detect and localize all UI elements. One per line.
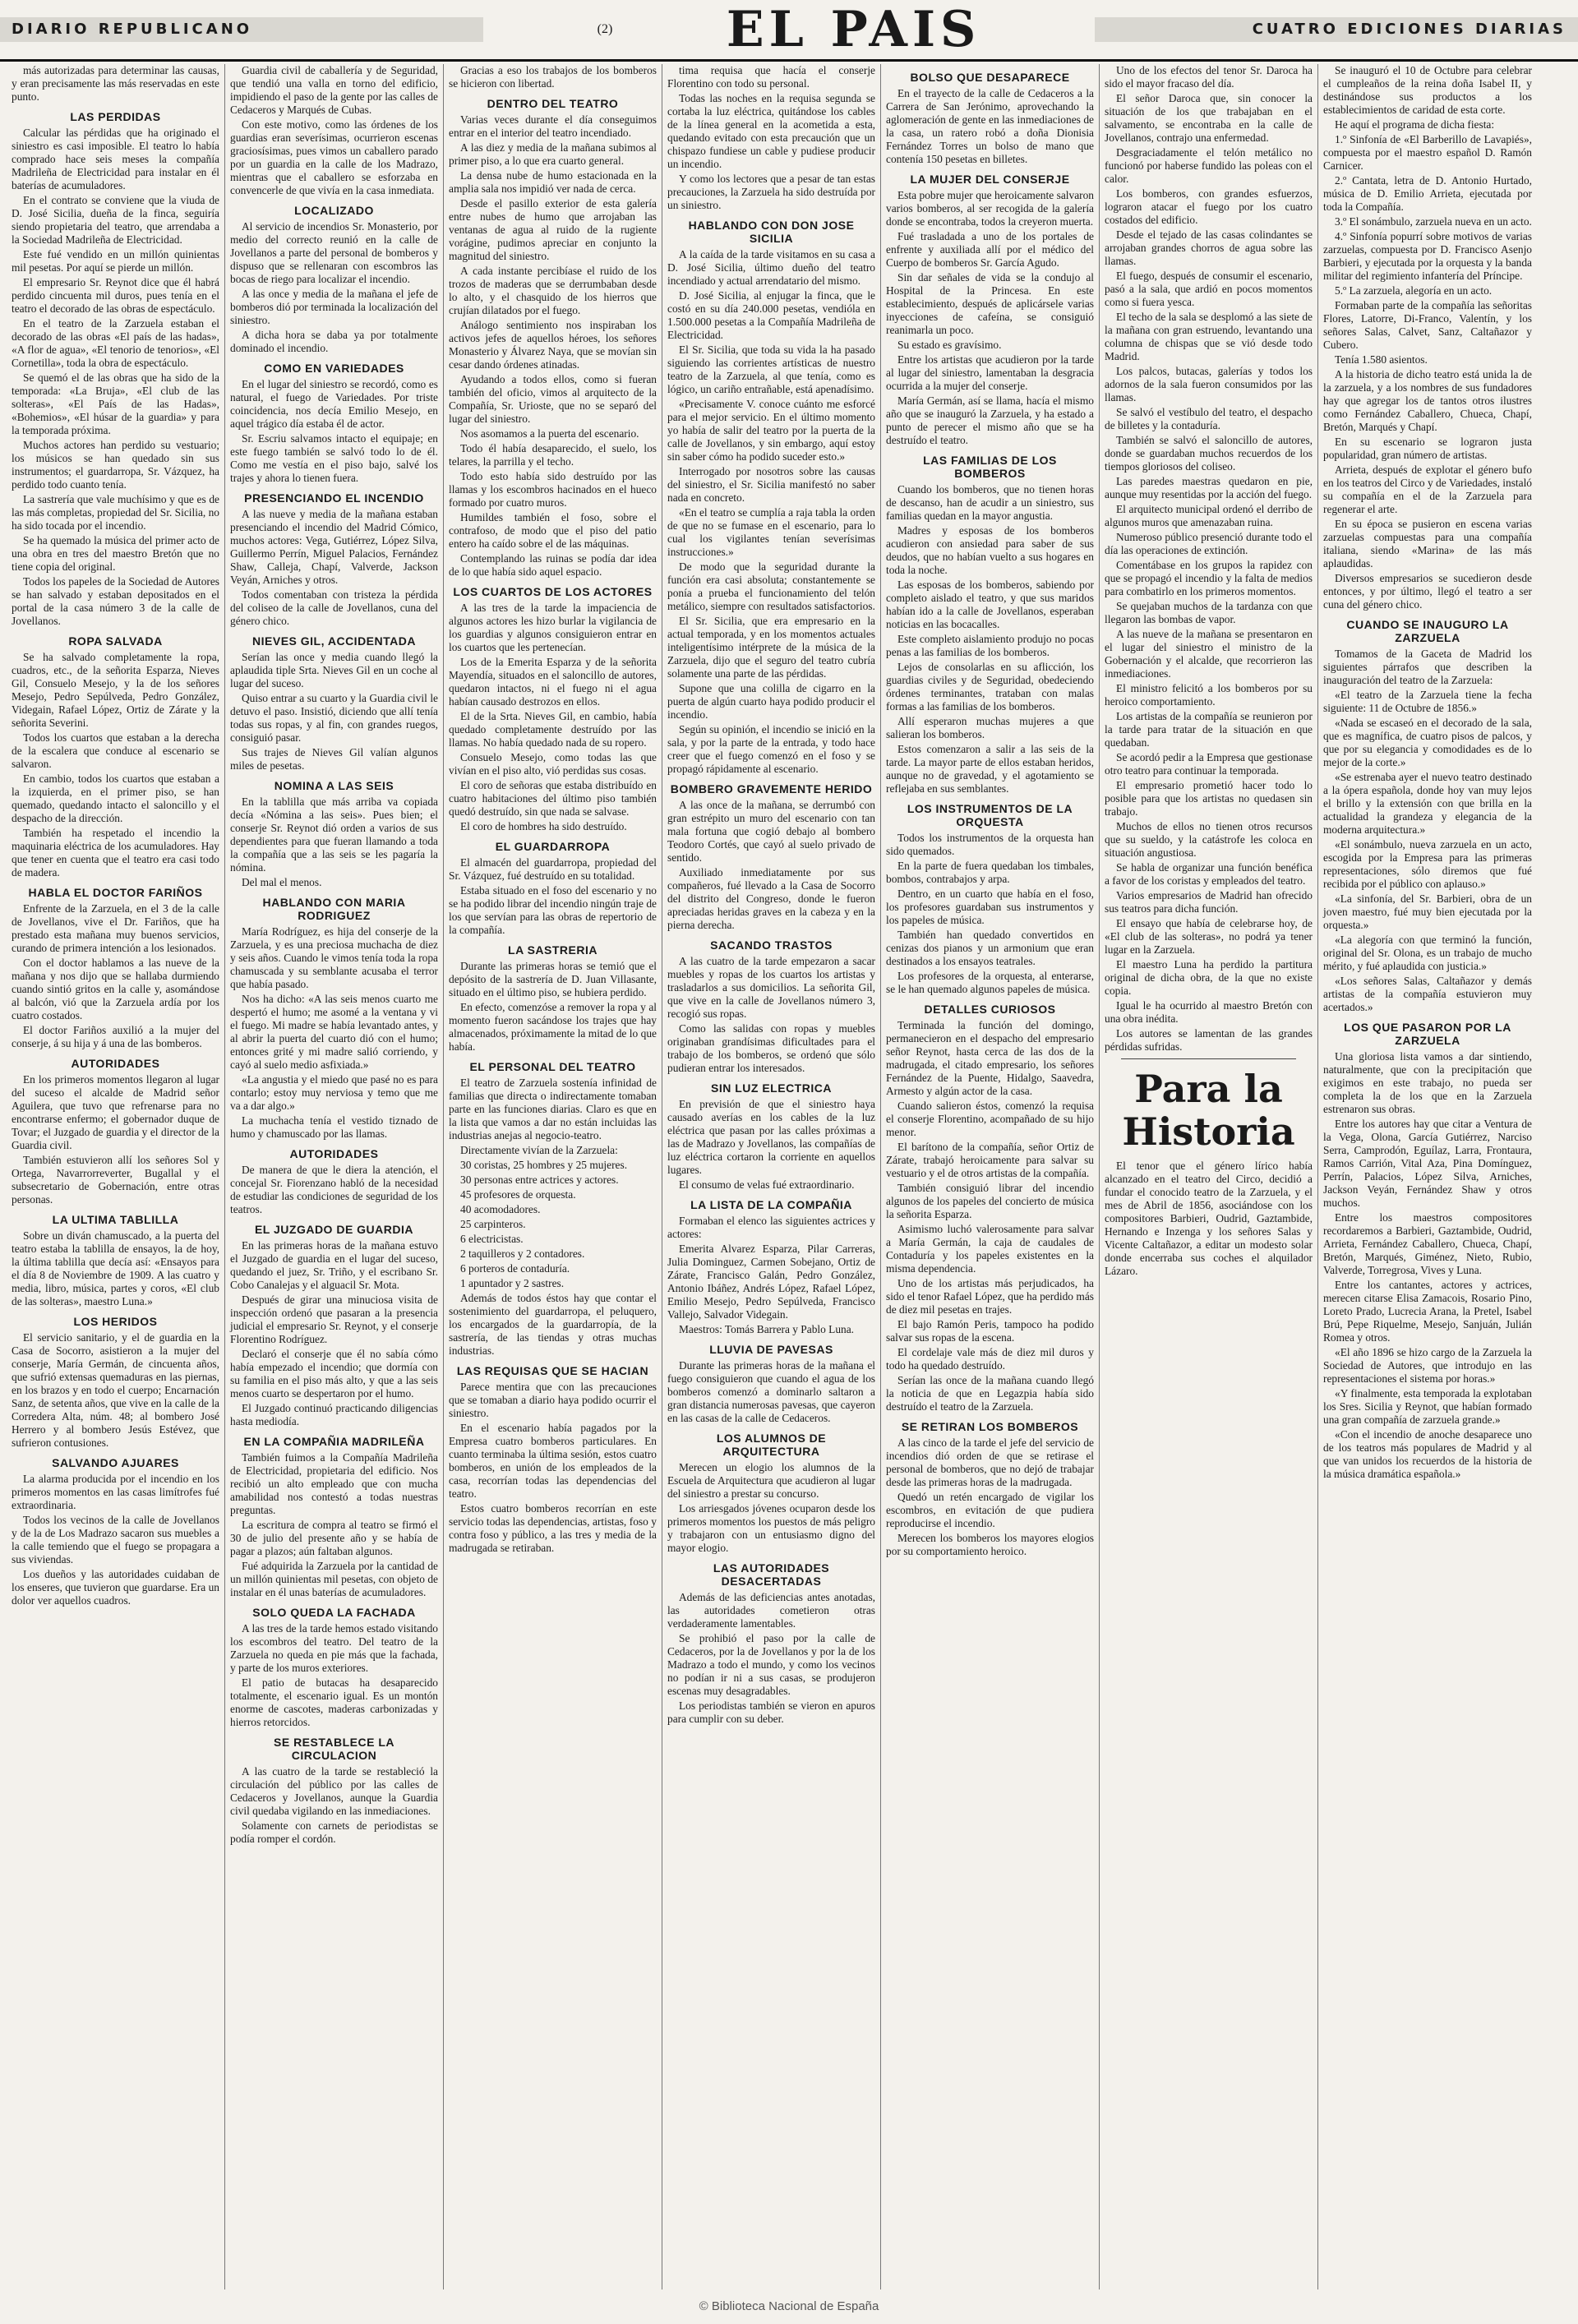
article-paragraph: A dicha hora se daba ya por totalmente dominado el incendio. <box>230 329 438 354</box>
section-heading: LAS PERDIDAS <box>70 110 161 123</box>
article-paragraph: Después de girar una minuciosa visita de inspección ordenó que pasaran a la presencia judicial el empresario Sr. Reynot, y el conserje Florentino Rodríguez. <box>230 1293 438 1345</box>
article-paragraph: El Sr. Sicilia, que toda su vida la ha pasado siguiendo las corrientes artísticas de nuestro teatro de la Zarzuela, al que tenía, como es lógico, un cariño entrañable, está apenadísimo. <box>667 344 875 395</box>
section-heading: SOLO QUEDA LA FACHADA <box>252 1606 416 1619</box>
article-paragraph: Se quemó el de las obras que ha sido de la temporada: «La Bruja», «El club de las solteras», «El País de las Hadas», «Bohemios», «El húsar de la guardia» y para la temporada próxima. <box>12 371 219 436</box>
article-paragraph: Fué trasladada a uno de los portales de enfrente y auxiliada allí por el médico del Cuerpo de bomberos Sr. García Agudo. <box>886 230 1094 269</box>
article-paragraph: El maestro Luna ha perdido la partitura original de dicha obra, de la que no existe copia. <box>1105 958 1313 997</box>
article-paragraph: También han quedado convertidos en cenizas dos pianos y un armonium que eran destinados a los ensayos teatrales. <box>886 929 1094 967</box>
article-paragraph: Sin dar señales de vida se la condujo al Hospital de la Princesa. En este establecimiento, después de aplicársele varias inyecciones de cafeína, se consiguió reanimarla un poco. <box>886 271 1094 336</box>
article-paragraph: Desde el tejado de las casas colindantes se arrojaban grandes chorros de agua sobre las llamas. <box>1105 228 1313 267</box>
section-heading: NIEVES GIL, ACCIDENTADA <box>252 634 416 648</box>
article-paragraph: El bajo Ramón Peris, tampoco ha podido salvar sus ropas de la escena. <box>886 1318 1094 1344</box>
article-paragraph: También ha respetado el incendio la maquinaria eléctrica de los acumuladores. Hay que tener en cuenta que el teatro era casi todo de madera. <box>12 827 219 878</box>
article-paragraph: Cuando salieron éstos, comenzó la requisa el conserje Florentino, acompañado de su hijo menor. <box>886 1100 1094 1138</box>
article-paragraph: A las once y media de la mañana el jefe de bomberos dió por terminada la localización del siniestro. <box>230 288 438 326</box>
article-paragraph: En cambio, todos los cuartos que estaban a la izquierda, en el primer piso, se han quemado, quedando intacto el saloncillo y el despacho de la dirección. <box>12 772 219 824</box>
article-paragraph: De modo que la seguridad durante la función era casi absoluta; constantemente se ponía a prueba el funcionamiento del telón metálico, siempre con resultados satisfactorios. <box>667 560 875 612</box>
article-paragraph: El ensayo que había de celebrarse hoy, de «El club de las solteras», no podrá ya tener lugar en la Zarzuela. <box>1105 917 1313 956</box>
article-paragraph: Los de la Emerita Esparza y de la señorita Mayendía, situados en el saloncillo de autores, quedaron intactos, ni el fuego ni el agua habían causado destrozos en ellos. <box>449 656 657 708</box>
section-heading: LA MUJER DEL CONSERJE <box>910 173 1070 186</box>
article-paragraph: El Juzgado continuó practicando diligencias hasta mediodía. <box>230 1402 438 1427</box>
article-paragraph: Este completo aislamiento produjo no pocas penas a las familias de los bomberos. <box>886 633 1094 658</box>
article-paragraph: Se salvó el vestíbulo del teatro, el despacho de billetes y la contaduría. <box>1105 406 1313 431</box>
article-paragraph: 2.º Cantata, letra de D. Antonio Hurtado, música de D. Emilio Arrieta, ejecutada por toda la Compañía. <box>1323 174 1532 213</box>
article-paragraph: Merecen los bomberos los mayores elogios por su comportamiento heroico. <box>886 1532 1094 1557</box>
article-paragraph: El teatro de Zarzuela sostenía infinidad de familias que directa o indirectamente tomaban parte en las funciones diarias. Claro es que en la lista que vamos a dar no están incluidas las industrias anejas al negocio-teatro. <box>449 1077 657 1141</box>
article-paragraph: «Nada se escaseó en el decorado de la sala, que es magnífica, de cuatro pisos de palcos, y que por su elegancia y comodidades es de lo mejor de la corte.» <box>1323 717 1532 768</box>
article-paragraph: Como las salidas con ropas y muebles originaban grandísimas dificultades para el trabajo de los bomberos, se ordenó que sólo pudieran entrar los interesados. <box>667 1022 875 1074</box>
section-heading: LOS INSTRUMENTOS DE LA ORQUESTA <box>907 802 1073 828</box>
section-heading: DENTRO DEL TEATRO <box>487 97 619 110</box>
section-heading: PRESENCIANDO EL INCENDIO <box>244 491 424 505</box>
library-credit: © Biblioteca Nacional de España <box>699 2299 879 2313</box>
article-paragraph: Arrieta, después de explotar el género bufo en los teatros del Circo y de Variedades, instaló su compañía en el de la Zarzuela para regenerar el arte. <box>1323 463 1532 515</box>
article-paragraph: Análogo sentimiento nos inspiraban los activos jefes de aquellos héroes, los señores Monasterio y Álvarez Naya, que se movían sin cesar dando órdenes atinadas. <box>449 319 657 371</box>
article-paragraph: «El sonámbulo, nueva zarzuela en un acto, escogida por la Empresa para las primeras representaciones, sólo diremos que fué recibida por el público con aplauso.» <box>1323 838 1532 890</box>
article-paragraph: Se inauguró el 10 de Octubre para celebrar el cumpleaños de la reina doña Isabel II, y destinándose sus productos a los establecimientos de caridad de esta corte. <box>1323 64 1532 116</box>
article-paragraph: El techo de la sala se desplomó a las siete de la mañana con gran estruendo, levantando una columna de chispas que se vió desde todo Madrid. <box>1105 311 1313 362</box>
article-paragraph: Sobre un diván chamuscado, a la puerta del teatro estaba la tablilla de ensayos, la de hoy, la última tablilla que decía así: «Ensayos para el día 8 de Noviembre de 1909. A las cuatro y media, libro, música, partes y coros, «El club de las solteras», maestro Luna.» <box>12 1229 219 1307</box>
article-paragraph: Los periodistas también se vieron en apuros para cumplir con su deber. <box>667 1699 875 1725</box>
article-paragraph: Humildes también el foso, sobre el contrafoso, de modo que el piso del patio entero ha caído sobre el de las máquinas. <box>449 511 657 550</box>
article-paragraph: Guardia civil de caballería y de Seguridad, que tendió una valla en torno del edificio, impidiendo el paso de la gente por las calles de Cedaceros y Marqués de Cubas. <box>230 64 438 116</box>
article-paragraph: Se prohibió el paso por la calle de Cedaceros, por la de Jovellanos y por la de los Madrazo a todo el mundo, y como los vecinos no podían ir ni a sus casas, se produjeron escenas muy desagradables. <box>667 1632 875 1697</box>
article-paragraph: «Precisamente V. conoce cuánto me esforcé para el mejor servicio. En el último momento yo había de salir del teatro por la puerta de la calle de Jovellanos, y sin embargo, aquí estoy sin saber cómo ha podido suceder esto.» <box>667 398 875 463</box>
article-paragraph: Esta pobre mujer que heroicamente salvaron varios bomberos, al ser recogida de la galería donde se encontraba, todos la creyeron muerta. <box>886 189 1094 228</box>
section-heading: LA SASTRERIA <box>508 943 598 957</box>
article-paragraph: Estos cuatro bomberos recorrían en este servicio todas las dependencias, artistas, foso y contra foso y público, a las tres y media de la madrugada se retiraban. <box>449 1502 657 1554</box>
section-heading: HABLANDO CON MARIA RODRIGUEZ <box>262 896 406 922</box>
article-paragraph: más autorizadas para determinar las causas, y eran precisamente las más reservadas en este punto. <box>12 64 219 103</box>
article-paragraph: A las cinco de la tarde el jefe del servicio de incendios dió orden de que se retirase el personal de bomberos, que no dejó de trabajar desde las primeras horas de la madrugada. <box>886 1436 1094 1488</box>
article-paragraph: 30 personas entre actrices y actores. <box>460 1174 619 1186</box>
section-heading: LAS FAMILIAS DE LOS BOMBEROS <box>923 454 1057 480</box>
article-paragraph: Sr. Escriu salvamos intacto el equipaje; en este fuego también se salvó todo lo de él. Como me vestía en el piso bajo, salvé los trajes y ahora lo tienen fuera. <box>230 432 438 484</box>
masthead-left-label: DIARIO REPUBLICANO <box>0 17 483 42</box>
section-heading: LOS ALUMNOS DE ARQUITECTURA <box>716 1432 827 1458</box>
article-paragraph: En el contrato se conviene que la viuda de D. José Sicilia, dueña de la finca, seguiría siendo propietaria del teatro, que arrendaba a la Sociedad Madrileña de Electricidad. <box>12 194 219 246</box>
section-heading: SE RETIRAN LOS BOMBEROS <box>901 1420 1079 1433</box>
article-paragraph: En la parte de fuera quedaban los timbales, bombos, contrabajos y arpa. <box>886 860 1094 885</box>
article-paragraph: Con el doctor hablamos a las nueve de la mañana y nos dijo que se hallaba durmiendo cuando sintió gritos en la calle y, asomándose al balcón, vió que la Zarzuela ardía por los cuatro costados. <box>12 957 219 1021</box>
article-paragraph: Calcular las pérdidas que ha originado el siniestro es casi imposible. El teatro lo había comprado hace seis meses la compañía Madrileña de Electricidad para instalar en él baterías de acumuladores. <box>12 127 219 191</box>
article-paragraph: El empresario prometió hacer todo lo posible para que los artistas no quedasen sin trabajo. <box>1105 779 1313 818</box>
article-paragraph: El fuego, después de consumir el escenario, pasó a la sala, que ardió en pocos momentos como si fuera yesca. <box>1105 270 1313 308</box>
article-paragraph: 4.º Sinfonía popurrí sobre motivos de varias zarzuelas, compuesta por D. Francisco Asenjo Barbieri, y ejecutada por la orquesta y la banda militar del regimiento infantería del Príncipe. <box>1323 230 1532 282</box>
article-paragraph: La alarma producida por el incendio en los primeros momentos en las casas limítrofes fué extraordinaria. <box>12 1473 219 1511</box>
article-paragraph: A la historia de dicho teatro está unida la de la zarzuela, y a los nombres de sus fundadores hay que agregar los de tantos otros ilustres como Fernández Caballero, Chueca, Chapí, Bretón, Marqués y Chapí. <box>1323 368 1532 433</box>
article-paragraph: En su época se pusieron en escena varias zarzuelas compuestas para una compañía italiana, siendo «Marina» de las más aplaudidas. <box>1323 518 1532 569</box>
article-paragraph: Uno de los efectos del tenor Sr. Daroca ha sido el mayor fracaso del día. <box>1105 64 1313 90</box>
article-paragraph: El coro de señoras que estaba distribuído en cuatro habitaciones del último piso también quedó destruído, sin que nada se salvase. <box>449 779 657 818</box>
article-paragraph: Ayudando a todos ellos, como si fueran también del oficio, vimos al arquitecto de la Compañía, Sr. Urioste, que no se separó del lugar del siniestro. <box>449 373 657 425</box>
section-heading: HABLANDO CON DON JOSE SICILIA <box>688 219 855 245</box>
article-paragraph: 2 taquilleros y 2 contadores. <box>460 1247 585 1260</box>
article-paragraph: Durante las primeras horas de la mañana el fuego consiguieron que cuando el agua de los bomberos comenzó a dominarlo saltaron a gran distancia numerosas pavesas, que cayeron en las casas de la calle de Cedaceros. <box>667 1359 875 1424</box>
article-paragraph: 1.º Sinfonía de «El Barberillo de Lavapiés», compuesta por el maestro español D. Ramón Carnicer. <box>1323 133 1532 172</box>
section-heading: HABLA EL DOCTOR FARIÑOS <box>28 886 203 899</box>
section-heading: AUTORIDADES <box>71 1057 160 1070</box>
article-paragraph: Los dueños y las autoridades cuidaban de los enseres, que tuvieron que guardarse. Era un dolor ver aquellos cuadros. <box>12 1568 219 1607</box>
article-paragraph: Nos ha dicho: «A las seis menos cuarto me despertó el humo; me asomé a la ventana y vi el fuego. Mi madre se había levantado antes, y al abrir la puerta del cuarto dió con el humo; entonces grité y mi madre salió corriendo, y cayó al suelo medio asfixiada.» <box>230 993 438 1071</box>
section-heading: EL JUZGADO DE GUARDIA <box>254 1223 414 1236</box>
masthead <box>0 0 1578 62</box>
article-paragraph: Se acordó pedir a la Empresa que gestionase otro teatro para continuar la temporada. <box>1105 751 1313 777</box>
article-paragraph: Entre los artistas que acudieron por la tarde al lugar del siniestro, lamentaban la desgracia ocurrida a la mujer del conserje. <box>886 353 1094 392</box>
article-paragraph: 3.º El sonámbulo, zarzuela nueva en un acto. <box>1335 215 1532 228</box>
article-paragraph: Desgraciadamente el telón metálico no funcionó por haberse fundido las poleas con el calor. <box>1105 146 1313 185</box>
newspaper-title: EL PAIS <box>726 1 981 58</box>
article-paragraph: Nos asomamos a la puerta del escenario. <box>460 427 639 440</box>
article-paragraph: En el teatro de la Zarzuela estaban el decorado de las obras «El país de las hadas», «A flor de agua», «El tenorio de tenorios», «El Cornetilla», toda la obra de espectáculo. <box>12 317 219 369</box>
article-paragraph: «En el teatro se cumplía a raja tabla la orden de que no se fumase en el escenario, para lo cual los vigilantes tenían severísimas instrucciones.» <box>667 506 875 558</box>
article-paragraph: La muchacha tenía el vestido tiznado de humo y chamuscado por las llamas. <box>230 1114 438 1140</box>
article-paragraph: Madres y esposas de los bomberos acudieron con ansiedad para saber de sus deudos, que no habían vuelto a sus hogares en toda la noche. <box>886 524 1094 576</box>
article-paragraph: Todos los instrumentos de la orquesta han sido quemados. <box>886 832 1094 857</box>
article-paragraph: A las once de la mañana, se derrumbó con gran estrépito un muro del escenario con tan mala fortuna que cogió debajo al bombero Teodoro Cortés, que cayó al suelo privado de sentido. <box>667 799 875 864</box>
article-paragraph: «Y finalmente, esta temporada la explotaban los Sres. Sicilia y Reynot, que habían formado una gran compañía de zarzuela grande.» <box>1323 1387 1532 1426</box>
article-paragraph: El coro de hombres ha sido destruído. <box>460 820 627 832</box>
article-paragraph: Varias veces durante el día conseguimos entrar en el interior del teatro incendiado. <box>449 113 657 139</box>
divider <box>1121 1058 1296 1059</box>
article-paragraph: Además de todos éstos hay que contar el sostenimiento del guardarropa, el peluquero, los encargados de la guardarropía, de la sastrería, de las tiendas y otras muchas industrias. <box>449 1292 657 1357</box>
article-paragraph: En su escenario se lograron justa popularidad, gran número de artistas. <box>1323 436 1532 461</box>
article-paragraph: También consiguió librar del incendio algunos de los papeles del concierto de música la señorita Esparza. <box>886 1182 1094 1220</box>
article-paragraph: Muchos de ellos no tienen otros recursos que su sueldo, y la catástrofe les coloca en situación angustiosa. <box>1105 820 1313 859</box>
article-paragraph: Con este motivo, como las órdenes de los guardias eran severísimas, ocurrieron escenas graciosísimas, pues vimos un caballero parado por un guardia en la calle de los Madrazo, mientras que el caballero se esforzaba en convencerle de que vivía en la casa inmediata. <box>230 118 438 196</box>
article-paragraph: El tenor que el género lírico había alcanzado en el teatro del Circo, decidió a fundar el conocido teatro de la Zarzuela, y el mes de Abril de 1856, asociándose con los compositores Barbieri, Oudrid, Gaztambide, Hernando e Inzenga y los señores Salas y Vicente Caltañazor, a editar un modesto solar donde encerraba sus coches el alquilador Lázaro. <box>1105 1160 1313 1277</box>
article-paragraph: A las nueve de la mañana se presentaron en el lugar del siniestro el ministro de la Gobernación y el alcalde, que recorrieron las inmediaciones. <box>1105 628 1313 680</box>
section-heading: SACANDO TRASTOS <box>710 938 833 952</box>
article-paragraph: En el trayecto de la calle de Cedaceros a la Carrera de San Jerónimo, aprovechando la aglomeración de gente en las inmediaciones de la casa, un ratero robó a doña Dionisia Fernández Torres un bolso de mano que contenía 150 pesetas en billetes. <box>886 87 1094 165</box>
article-paragraph: 5.º La zarzuela, alegoría en un acto. <box>1335 284 1493 297</box>
article-paragraph: Formaban el elenco las siguientes actrices y actores: <box>667 1215 875 1240</box>
article-paragraph: Este fué vendido en un millón quinientas mil pesetas. Por aquí se pierde un millón. <box>12 248 219 274</box>
article-paragraph: Terminada la función del domingo, permanecieron en el despacho del empresario señor Reynot, hasta cerca de las dos de la madrugada, el citado empresario, los señores Fernández de la Puente, Hidalgo, Saavedra, Armesto y algún actor de la casa. <box>886 1019 1094 1097</box>
article-paragraph: La escritura de compra al teatro se firmó el 30 de julio del presente año y se había de pagar a plazos; aún faltaban algunos. <box>230 1519 438 1557</box>
article-paragraph: Todos los papeles de la Sociedad de Autores se han salvado y estaban depositados en el portal de la casa número 3 de la calle de Jovellanos. <box>12 575 219 627</box>
article-paragraph: Muchos actores han perdido su vestuario; los músicos se han quedado sin sus instrumentos; el guardarropa, Sr. Vázquez, ha perdido todo cuanto tenía. <box>12 439 219 491</box>
section-heading: SIN LUZ ELECTRICA <box>711 1081 832 1095</box>
section-heading: DETALLES CURIOSOS <box>924 1003 1056 1016</box>
article-paragraph: Solamente con carnets de periodistas se podía romper el cordón. <box>230 1819 438 1845</box>
article-paragraph: Asimismo luchó valerosamente para salvar a María Germán, la caja de caudales de Contaduría y los papeles existentes en la misma dependencia. <box>886 1223 1094 1275</box>
article-paragraph: Serían las once y media cuando llegó la aplaudida tiple Srta. Nieves Gil en un coche al lugar del suceso. <box>230 651 438 689</box>
article-paragraph: A las tres de la tarde la impaciencia de algunos actores les hizo burlar la vigilancia de los guardias y algunos consiguieron entrar en los cuartos que les pertenecían. <box>449 602 657 653</box>
article-paragraph: A las diez y media de la mañana subimos al primer piso, a lo que era cuarto general. <box>449 141 657 167</box>
article-paragraph: El de la Srta. Nieves Gil, en cambio, había quedado completamente destruído por las llamas. No había quedado nada de su ropero. <box>449 710 657 749</box>
article-paragraph: Contemplando las ruinas se podía dar idea de lo que había sido aquel espacio. <box>449 552 657 578</box>
article-paragraph: En efecto, comenzóse a remover la ropa y al momento fueron sacándose los trajes que hay almacenados, próximamente la mitad de lo que había. <box>449 1001 657 1053</box>
feature-headline: Para la Historia <box>1122 1067 1295 1154</box>
article-paragraph: De manera de que le diera la atención, el concejal Sr. Fiorenzano habló de la necesidad de estudiar las condiciones de seguridad de los teatros. <box>230 1164 438 1215</box>
article-paragraph: Además de las deficiencias antes anotadas, las autoridades cometieron otras verdaderamente lamentables. <box>667 1591 875 1630</box>
article-paragraph: Parece mentira que con las precauciones que se tomaban a diario haya podido ocurrir el siniestro. <box>449 1381 657 1419</box>
article-paragraph: Varios empresarios de Madrid han ofrecido sus teatros para dicha función. <box>1105 889 1313 915</box>
section-heading: BOLSO QUE DESAPARECE <box>910 71 1070 84</box>
article-paragraph: El consumo de velas fué extraordinario. <box>679 1178 855 1191</box>
section-heading: LOS CUARTOS DE LOS ACTORES <box>453 585 653 598</box>
article-paragraph: Tomamos de la Gaceta de Madrid los siguientes párrafos que describen la inauguración del teatro de la Zarzuela: <box>1323 648 1532 686</box>
article-paragraph: En el lugar del siniestro se recordó, como es natural, el fuego de Variedades. Por triste coincidencia, nos decía Emilio Mesejo, en aquel trágico día estaba él de actor. <box>230 378 438 430</box>
article-paragraph: Entre los autores hay que citar a Ventura de la Vega, Olona, García Gutiérrez, Narciso Serra, Camprodón, Eguílaz, Larra, Frontaura, Ramos Carrión, Vital Aza, Pina Domínguez, Perrín, Palacios, López Silva, Arniches, Jackson Veyán, Fernández Shaw y otros muchos. <box>1323 1118 1532 1209</box>
article-paragraph: Igual le ha ocurrido al maestro Bretón con una obra inédita. <box>1105 999 1313 1025</box>
article-paragraph: En los primeros momentos llegaron al lugar del suceso el alcalde de Madrid señor Aguilera, que tuvo que refrenarse para no encontrarse enfermo; el gobernador duque de Tovar; el Juzgado de guardia y el director de la Guardia civil. <box>12 1073 219 1151</box>
article-paragraph: Una gloriosa lista vamos a dar sintiendo, naturalmente, que con la precipitación que exigimos en este trabajo, no pueda ser completa la de los que en la Zarzuela estrenaron sus obras. <box>1323 1050 1532 1115</box>
article-paragraph: Consuelo Mesejo, como todas las que vivían en el piso alto, vió perdidas sus cosas. <box>449 751 657 777</box>
article-paragraph: En las primeras horas de la mañana estuvo el Juzgado de guardia en el lugar del suceso, quedando el juez, Sr. Triño, y el escribano Sr. Cobo Canalejas y el alguacil Sr. Mota. <box>230 1239 438 1291</box>
column-1 <box>7 64 225 2289</box>
article-paragraph: 40 acomodadores. <box>460 1203 541 1215</box>
article-paragraph: tima requisa que hacía el conserje Florentino con todo su personal. <box>667 64 875 90</box>
article-paragraph: «La sinfonía, del Sr. Barbieri, obra de un joven maestro, fué muy bien ejecutada por la orquesta.» <box>1323 892 1532 931</box>
article-paragraph: He aquí el programa de dicha fiesta: <box>1335 118 1495 131</box>
article-paragraph: Dentro, en un cuarto que había en el foso, los profesores guardaban sus instrumentos y los papeles de música. <box>886 888 1094 926</box>
column-4 <box>662 64 881 2289</box>
article-paragraph: Según su opinión, el incendio se inició en la sala, y por la parte de la entrada, y todo hace creer que el fuego comenzó en el foso y se propagó rápidamente al escenario. <box>667 723 875 775</box>
article-paragraph: Entre los maestros compositores recordaremos a Barbieri, Gaztambide, Oudrid, Arrieta, Fernández Caballero, Chueca, Chapí, Bretón, Marqués, Giménez, Nieto, Rubio, Valverde, Torregrosa, Vives y Luna. <box>1323 1211 1532 1276</box>
section-heading: EL PERSONAL DEL TEATRO <box>469 1060 636 1073</box>
article-paragraph: Los bomberos, con grandes esfuerzos, lograron atacar el fuego por los cuatro costados del edificio. <box>1105 187 1313 226</box>
article-paragraph: María Rodríguez, es hija del conserje de la Zarzuela, y es una preciosa muchacha de diez y seis años. Cuando le vimos tenía toda la ropa chamuscada y su semblante acusaba el terror que había pasado. <box>230 925 438 990</box>
article-paragraph: Del mal el menos. <box>242 876 322 888</box>
article-paragraph: Comentábase en los grupos la rapidez con que se propagó el incendio y la falta de medios para combatirlo en los primeros momentos. <box>1105 559 1313 597</box>
article-paragraph: Quedó un retén encargado de vigilar los escombros, en evitación de que pudiera reproducirse el incendio. <box>886 1491 1094 1529</box>
article-paragraph: También estuvieron allí los señores Sol y Ortega, Navarrorreverter, Bugallal y el subsecretario de Gobernación, entre otras personas. <box>12 1154 219 1206</box>
article-paragraph: El arquitecto municipal ordenó el derribo de algunos muros que amenazaban ruina. <box>1105 503 1313 528</box>
article-paragraph: Se ha salvado completamente la ropa, cuadros, etc., de la señorita Esparza, Nieves Gil, Consuelo Mesejo, y la de los señores Mesejo, Pedro Sepúlveda, Pedro González, Videgain, Rafael López, Ortiz de Zárate y la señorita Severini. <box>12 651 219 729</box>
article-paragraph: A cada instante percibíase el ruido de los trozos de maderas que se derrumbaban desde lo alto, y el chasquido de los hierros que crujían dilatados por el fuego. <box>449 265 657 316</box>
masthead-right-label: CUATRO EDICIONES DIARIAS <box>1095 17 1578 42</box>
section-heading: LAS AUTORIDADES DESACERTADAS <box>713 1561 830 1588</box>
article-paragraph: A la caída de la tarde visitamos en su casa a D. José Sicilia, último dueño del teatro incendiado y actual arrendatario del mismo. <box>667 248 875 287</box>
article-paragraph: El patio de butacas ha desaparecido totalmente, el escenario igual. Es un montón enorme de cascotes, maderas carbonizadas y hierros retorcidos. <box>230 1676 438 1728</box>
article-paragraph: Todos los cuartos que estaban a la derecha de la escalera que conduce al escenario se salvaron. <box>12 731 219 770</box>
article-paragraph: Desde el pasillo exterior de esta galería entre nubes de humo que arrojaban las ventanas de agua al ruido de la rugiente vorágine, pudimos apreciar en conjunto la magnitud del siniestro. <box>449 197 657 262</box>
article-paragraph: «La angustia y el miedo que pasé no es para contarlo; estoy muy nerviosa y temo que me va a dar algo.» <box>230 1073 438 1112</box>
article-paragraph: El barítono de la compañía, señor Ortiz de Zárate, trabajó heroicamente para salvar su vestuario y el de otros artistas de la compañía. <box>886 1141 1094 1179</box>
article-paragraph: Los palcos, butacas, galerías y todos los adornos de la sala fueron consumidos por las llamas. <box>1105 365 1313 403</box>
article-paragraph: Todos los vecinos de la calle de Jovellanos y de la de Los Madrazo sacaron sus muebles a la calle temiendo que el fuego se propagara a sus viviendas. <box>12 1514 219 1565</box>
article-paragraph: Y como los lectores que a pesar de tan estas precauciones, la Zarzuela ha sido destruída por un siniestro. <box>667 173 875 211</box>
article-paragraph: Maestros: Tomás Barrera y Pablo Luna. <box>679 1323 855 1335</box>
article-paragraph: Sus trajes de Nieves Gil valían algunos miles de pesetas. <box>230 746 438 772</box>
article-paragraph: Supone que una colilla de cigarro en la puerta de algún cuarto haya podido producir el incendio. <box>667 682 875 721</box>
article-paragraph: 6 electricistas. <box>460 1233 524 1245</box>
column-3 <box>444 64 662 2289</box>
article-paragraph: A las nueve y media de la mañana estaban presenciando el incendio del Madrid Cómico, muchos actores: Vega, Gutiérrez, López Silva, Guillermo Perrín, Miguel Palacios, Fernández Shaw, Calleja, Chapí, Valverde, Jackson Veyán, Arniches y otros. <box>230 508 438 586</box>
column-5 <box>881 64 1100 2289</box>
article-paragraph: «El teatro de la Zarzuela tiene la fecha siguiente: 11 de Octubre de 1856.» <box>1323 689 1532 714</box>
article-paragraph: También se salvó el saloncillo de autores, donde se guardaban muchos recuerdos de los tiempos gloriosos del coliseo. <box>1105 434 1313 473</box>
article-paragraph: Gracias a eso los trabajos de los bomberos se hicieron con libertad. <box>449 64 657 90</box>
article-paragraph: Numeroso público presenció durante todo el día las operaciones de extinción. <box>1105 531 1313 556</box>
section-heading: LAS REQUISAS QUE SE HACIAN <box>456 1364 649 1377</box>
article-paragraph: Interrogado por nosotros sobre las causas del siniestro, el Sr. Sicilia manifestó no saber nada en concreto. <box>667 465 875 504</box>
article-paragraph: En la tablilla que más arriba va copiada decía «Nómina a las seis». Pues bien; el conserje Sr. Reynot dió orden a varios de sus dependientes para que fueran llamando a toda la compañía que a las seis se les pagaría la nómina. <box>230 795 438 874</box>
article-paragraph: El servicio sanitario, y el de guardia en la Casa de Socorro, asistieron a la mujer del conserje, María Germán, de cincuenta años, que sufrió extensas quemaduras en las piernas, en los brazos y en todo el cuerpo; Encarnación Sanz, de setenta años, que vive en la calle de la Corredera Alta, núm. 48; al bombero José Herrero y al bombero Jesús Estévez, que sufrieron contusiones. <box>12 1331 219 1449</box>
article-paragraph: En previsión de que el siniestro haya causado averías en los cables de la luz eléctrica que pasan por las calles próximas a las de Madrazo y Jovellanos, las compañías de luz eléctrica cortaron la corriente en aquellos lugares. <box>667 1098 875 1176</box>
article-paragraph: Directamente vivían de la Zarzuela: <box>460 1144 618 1156</box>
section-heading: LLUVIA DE PAVESAS <box>709 1343 833 1356</box>
section-heading: LA ULTIMA TABLILLA <box>52 1213 179 1226</box>
article-paragraph: Uno de los artistas más perjudicados, ha sido el tenor Rafael López, que ha perdido más de diez mil pesetas en trajes. <box>886 1277 1094 1316</box>
article-paragraph: A las cuatro de la tarde empezaron a sacar muebles y ropas de los cuartos los artistas y trasladarlos a sus domicilios. La señorita Gil, que vive en la calle de Jovellanos número 3, recogió sus ropas. <box>667 955 875 1020</box>
section-heading: EN LA COMPAÑIA MADRILEÑA <box>243 1435 425 1448</box>
section-heading: EL GUARDARROPA <box>495 840 611 853</box>
article-paragraph: Declaró el conserje que él no sabía cómo había empezado el incendio; que dormía con su familia en el piso más alto, y que a las seis menos cuarto se despertaron por el humo. <box>230 1348 438 1399</box>
section-heading: AUTORIDADES <box>289 1147 379 1160</box>
article-paragraph: Merecen un elogio los alumnos de la Escuela de Arquitectura que acudieron al lugar del siniestro a prestar su concurso. <box>667 1461 875 1500</box>
section-heading: COMO EN VARIEDADES <box>264 362 404 375</box>
section-heading: LOS HERIDOS <box>73 1315 158 1328</box>
article-paragraph: Quiso entrar a su cuarto y la Guardia civil le detuvo el paso. Insistió, diciendo que allí tenía todas sus ropas, y al fin, con grandes ruegos, consiguió pasar. <box>230 692 438 744</box>
article-paragraph: El ministro felicitó a los bomberos por su heroico comportamiento. <box>1105 682 1313 708</box>
article-paragraph: 6 porteros de contaduría. <box>460 1262 570 1275</box>
section-heading: LOS QUE PASARON POR LA ZARZUELA <box>1344 1021 1511 1047</box>
article-paragraph: 45 profesores de orquesta. <box>460 1188 576 1201</box>
article-paragraph: Diversos empresarios se sucedieron desde entonces, y por último, llegó el teatro a ser cuna del género chico. <box>1323 572 1532 611</box>
article-paragraph: Su estado es gravísimo. <box>897 339 1002 351</box>
article-paragraph: El doctor Fariños auxilió a la mujer del conserje, á su hija y á una de las bomberos. <box>12 1024 219 1049</box>
article-columns <box>7 64 1571 2289</box>
article-paragraph: En el escenario había pagados por la Empresa cuatro bomberos particulares. En cuanto terminaba la última sesión, estos cuatro bomberos, en unión de los empleados de la casa, recorrían todas las dependencias del teatro. <box>449 1422 657 1500</box>
article-paragraph: Los autores se lamentan de las grandes pérdidas sufridas. <box>1105 1027 1313 1053</box>
article-paragraph: Lejos de consolarlas en su aflicción, los guardias civiles y de Seguridad, obedeciendo órdenes terminantes, trataban con malas formas a las familias de los bomberos. <box>886 661 1094 712</box>
article-paragraph: Las esposas de los bomberos, sabiendo por completo aislado el teatro, y que sus maridos habían ido a la calle de Jovellanos, esperaban noticias en las bocacalles. <box>886 579 1094 630</box>
article-paragraph: Los arriesgados jóvenes ocuparon desde los primeros momentos los puestos de más peligro y trabajaron con un entusiasmo digno del mayor elogio. <box>667 1502 875 1554</box>
column-6 <box>1100 64 1318 2289</box>
article-paragraph: El señor Daroca que, sin conocer la situación de los que trabajaban en el salvamento, se encontraba en la calle de Jovellanos, contrajo una enfermedad. <box>1105 92 1313 144</box>
article-paragraph: 30 coristas, 25 hombres y 25 mujeres. <box>460 1159 628 1171</box>
article-paragraph: Durante las primeras horas se temió que el depósito de la sastrería de D. Juan Villasante, situado en el último piso, se hubiera perdido. <box>449 960 657 998</box>
column-2 <box>225 64 444 2289</box>
article-paragraph: Todos comentaban con tristeza la pérdida del coliseo de la calle de Jovellanos, cuna del género chico. <box>230 588 438 627</box>
article-paragraph: Todo él había desaparecido, el suelo, los telares, la parrilla y el techo. <box>449 442 657 468</box>
article-paragraph: Todas las noches en la requisa segunda se cortaba la luz eléctrica, quitándose los cables de la línea general en la acometida a esta, quedando evitado con esta precaución que un chispazo fundiese un cable y pudiese producir un incendio. <box>667 92 875 170</box>
article-paragraph: La densa nube de humo estacionada en la amplia sala nos impidió ver nada de cerca. <box>449 169 657 195</box>
article-paragraph: El cordelaje vale más de diez mil duros y todo ha quedado destruído. <box>886 1346 1094 1372</box>
article-paragraph: Las paredes maestras quedaron en pie, aunque muy resentidas por la acción del fuego. <box>1105 475 1313 500</box>
article-paragraph: El Sr. Sicilia, que era empresario en la actual temporada, y en los momentos actuales inteligentísimo intérprete de la música de la Zarzuela, dijo que el seguro del teatro cubría solamente una parte de las pérdidas. <box>667 615 875 680</box>
article-paragraph: Enfrente de la Zarzuela, en el 3 de la calle de Jovellanos, vive el Dr. Fariños, que ha prestado esta mañana muy buenos servicios, curando de primera intención a los lesionados. <box>12 902 219 954</box>
article-paragraph: 25 carpinteros. <box>460 1218 526 1230</box>
article-paragraph: «El año 1896 se hizo cargo de la Zarzuela la Sociedad de Autores, que introdujo en las representaciones el sistema por horas.» <box>1323 1346 1532 1385</box>
section-heading: LA LISTA DE LA COMPAÑIA <box>690 1198 852 1211</box>
article-paragraph: Al servicio de incendios Sr. Monasterio, por medio del correcto reunió en la calle de Jovellanos a parte del personal de bomberos y dispuso que se rellenaran con escombros las bocas de riego para localizar el incendio. <box>230 220 438 285</box>
article-paragraph: Auxiliado inmediatamente por sus compañeros, fué llevado a la Casa de Socorro del distrito del Congreso, donde le fueron apreciadas heridas graves en la cabeza y en la pierna derecha. <box>667 866 875 931</box>
article-paragraph: A las cuatro de la tarde se restableció la circulación del público por las calles de Cedaceros y Jovellanos, aunque la Guardia civil quedaba vigilando en las inmediaciones. <box>230 1765 438 1817</box>
column-7 <box>1318 64 1537 2289</box>
article-paragraph: Se quejaban muchos de la tardanza con que llegaron las bombas de vapor. <box>1105 600 1313 625</box>
article-paragraph: Entre los cantantes, actores y actrices, merecen citarse Elisa Zamacois, Rosario Pino, Loreto Prado, Lucrecia Arana, la Pretel, Isabel Brú, Pepe Riquelme, Mesejo, Sanjuán, Julián Romea y otros. <box>1323 1279 1532 1344</box>
article-paragraph: Formaban parte de la compañía las señoritas Flores, Latorre, Di-Franco, Valentín, y los señores Salas, Calvet, Sanz, Caltañazor y Cubero. <box>1323 299 1532 351</box>
article-paragraph: A las tres de la tarde hemos estado visitando los escombros del teatro. Del teatro de la Zarzuela no queda en pie más que la fachada, y parte de los muros exteriores. <box>230 1622 438 1674</box>
article-paragraph: Estaba situado en el foso del escenario y no se ha podido librar del incendio ningún traje de los que servían para las obras de repertorio de la compañía. <box>449 884 657 936</box>
section-heading: LOCALIZADO <box>294 204 374 217</box>
article-paragraph: Los artistas de la compañía se reunieron por la tarde para tratar de la situación en que quedaban. <box>1105 710 1313 749</box>
article-paragraph: También fuimos a la Compañía Madrileña de Electricidad, propietaria del edificio. Nos recibió un alto empleado que con mucha amabilidad nos contestó a todas nuestras preguntas. <box>230 1451 438 1516</box>
article-paragraph: Serían las once de la mañana cuando llegó la noticia de que en Legazpia había sido destruído el teatro de la Zarzuela. <box>886 1374 1094 1413</box>
article-paragraph: El empresario Sr. Reynot dice que él habrá perdido cincuenta mil duros, pues tenía en el teatro el decorado de las obras de espectáculo. <box>12 276 219 315</box>
article-paragraph: Estos comenzaron a salir a las seis de la tarde. La mayor parte de ellos estaban heridos, aunque no de gravedad, y el agotamiento se reflejaba en sus semblantes. <box>886 743 1094 795</box>
section-heading: NOMINA A LAS SEIS <box>274 779 394 792</box>
article-paragraph: «La alegoría con que terminó la función, original del Sr. Olona, es un trabajo de mucho mérito, y fué aplaudida con justicia.» <box>1323 934 1532 972</box>
article-paragraph: D. José Sicilia, al enjugar la finca, que le costó en su día 240.000 pesetas, vendióla en 1.500.000 pesetas a la Compañía Madrileña de Electricidad. <box>667 289 875 341</box>
article-paragraph: Todo esto había sido destruído por las llamas y los escombros hacinados en el hueco formado por cuatro muros. <box>449 470 657 509</box>
article-paragraph: La sastrería que vale muchísimo y que es de las más completas, propiedad del Sr. Sicilia, no ha sido tocada por el incendio. <box>12 493 219 532</box>
page-number: (2) <box>597 22 613 36</box>
article-paragraph: Emerita Alvarez Esparza, Pilar Carreras, Julia Dominguez, Carmen Sobejano, Ortiz de Zárate, Francisco Galán, Pedro González, Antonio Ibáñez, Andrés López, Rafael López, Emilio Mesejo, Pedro Sepúlveda, Francisco Vallejo, Salvador Videgain. <box>667 1243 875 1321</box>
article-paragraph: Allí esperaron muchas mujeres a que salieran los bomberos. <box>886 715 1094 740</box>
article-paragraph: 1 apuntador y 2 sastres. <box>460 1277 565 1289</box>
article-paragraph: «Se estrenaba ayer el nuevo teatro destinado a la ópera española, donde hoy van muy lejos el brillo y la extensión con que brilla en la actualidad la grandeza y elegancia de la moderna arquitectura.» <box>1323 771 1532 836</box>
section-heading: SALVANDO AJUARES <box>52 1456 179 1469</box>
article-paragraph: Fué adquirida la Zarzuela por la cantidad de un millón quinientas mil pesetas, con objeto de instalar en él unas baterías de acumuladores. <box>230 1560 438 1598</box>
article-paragraph: María Germán, así se llama, hacía el mismo año que se inauguró la Zarzuela, y ha estado a punto de perecer el mismo año que se ha destruído el teatro. <box>886 394 1094 446</box>
section-heading: BOMBERO GRAVEMENTE HERIDO <box>670 782 873 795</box>
article-paragraph: «Los señores Salas, Caltañazor y demás artistas de la compañía estuvieron muy acertados.» <box>1323 975 1532 1013</box>
article-paragraph: Tenía 1.580 asientos. <box>1335 353 1428 366</box>
article-paragraph: Los profesores de la orquesta, al enterarse, se le han quemado algunos papeles de música. <box>886 970 1094 995</box>
article-paragraph: El almacén del guardarropa, propiedad del Sr. Vázquez, fué destruído en su totalidad. <box>449 856 657 882</box>
section-heading: CUANDO SE INAUGURO LA ZARZUELA <box>1346 618 1509 644</box>
article-paragraph: Se habla de organizar una función benéfica a favor de los coristas y empleados del teatro. <box>1105 861 1313 887</box>
article-paragraph: Cuando los bomberos, que no tienen horas de descanso, han de acudir a un siniestro, sus familias quedan en la mayor angustia. <box>886 483 1094 522</box>
article-paragraph: Se ha quemado la música del primer acto de una obra en tres del maestro Bretón que no tiene copia del original. <box>12 534 219 573</box>
section-heading: ROPA SALVADA <box>68 634 163 648</box>
article-paragraph: «Con el incendio de anoche desaparece uno de los teatros más populares de Madrid y al que van unidos los recuerdos de la historia de la música dramática española.» <box>1323 1428 1532 1480</box>
section-heading: SE RESTABLECE LA CIRCULACION <box>274 1736 394 1762</box>
